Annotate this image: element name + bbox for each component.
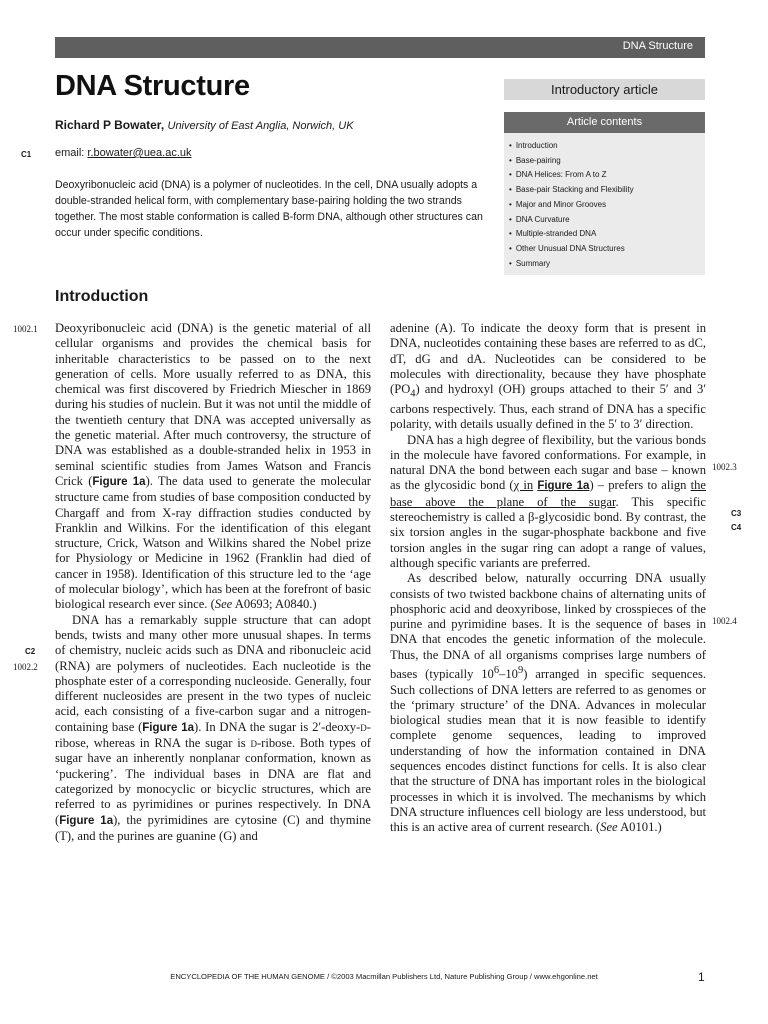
paragraph-2-continued: adenine (A). To indicate the deoxy form that is present in DNA, nucleotides containing these bases are referred to as dC, dT, dG and dA. Nucleotides can be considered to be molecules with directionality, because they have phosphate $(PO_4)$ and hydroxyl (OH) groups attached to their 5′ and 3′ carbons respectively. Thus, each strand of DNA has a specific polarity, with details usually defined in the 5′ to 3′ direction. [390, 321, 706, 432]
abstract: Deoxyribonucleic acid (DNA) is a polymer of nucleotides. In the cell, DNA usually adopts a double-stranded helical form, with complementary base-pairing holding the two strands together. The most stable conformation is called B-form DNA, although other structures can occur under specific conditions. [55, 179, 483, 239]
margin-number-p2: 1002.2 [13, 662, 38, 672]
margin-number-p1: 1002.1 [13, 324, 38, 334]
cross-reference[interactable]: A0101.) [617, 820, 662, 835]
email-link[interactable]: r.bowater@uea.ac.uk [87, 147, 192, 159]
body-column-left [55, 321, 371, 844]
body-column-right [390, 321, 706, 836]
paragraph-4: As described below, naturally occurring DNA usually consists of two twisted backbone chains of alternating units of phosphoric acid and deoxyribose, linked by crosspieces of the purine and pyrimidine bases. It is the sequence of bases in DNA that encodes the genetic information of the molecule. Thus, the DNA of all organisms comprises large numbers of bases (typically $10^6-10^9$) arranged in specific sequences. Such collections of DNA letters are referred to as genomes or the ‘primary structure’ of the DNA. Advances in molecular biological studies mean that it is now feasible to identify complete genome sequences, leading to improved understanding of how the information contained in DNA sequences encodes distinct functions for cells. It is also clear that the structure of DNA has important roles in the biological processes in which it is involved. The mechanisms by which DNA structure influences cell biology are less understood, but this is an active area of current research. (See A0101.) [390, 571, 706, 835]
margin-tag-c4: C4 [731, 523, 742, 532]
contents-item[interactable]: • Base-pairing [509, 154, 705, 169]
margin-number-p4: 1002.4 [712, 616, 737, 626]
contents-item[interactable]: • Major and Minor Grooves [509, 198, 705, 213]
contents-item[interactable]: • Base-pair Stacking and Flexibility [509, 183, 705, 198]
margin-number-p3: 1002.3 [712, 462, 737, 472]
annotated-text: the base above the plane of the sugar [390, 478, 706, 509]
article-type-badge: Introductory article [504, 79, 705, 100]
cross-reference[interactable]: A0693; A0840.) [232, 597, 317, 612]
email-label: email: [55, 147, 85, 159]
contents-item[interactable]: • Other Unusual DNA Structures [509, 242, 705, 257]
page-footer: ENCYCLOPEDIA OF THE HUMAN GENOME / ©2003 Macmillan Publishers Ltd, Nature Publishing Group / www.ehgonline.net [170, 972, 598, 981]
contents-item[interactable]: • Multiple-stranded DNA [509, 227, 705, 242]
paragraph-1: Deoxyribonucleic acid (DNA) is the genetic material of all cellular organisms and provides the chemical basis for inheritable characteristics to be passed on to the next generation of cells. More usually referred to as DNA, this chemical was first discovered by Friedrich Miescher in 1869 during his studies of nuclein. But it was not until the middle of the twentieth century that DNA was accepted universally as the genetic material. After much controversy, the structure of DNA was established as a double-stranded helix in 1953 in seminal scientific studies from James Watson and Francis Crick (Figure 1a). The data used to generate the molecular structure came from studies of base composition conducted by Chargaff and from X-ray diffraction studies conducted by Franklin and Wilkins. For the identification of this elegant structure, Crick, Watson and Wilkins shared the Nobel prize for Physiology or Medicine in 1962 (Franklin had died of cancer in 1958). Identification of this structure led to the ‘age of molecular biology’, which has been at the forefront of basic biological research ever since. (See A0693; A0840.) [55, 321, 371, 612]
email-line [55, 147, 192, 159]
running-header [55, 37, 705, 58]
article-contents-box [504, 112, 705, 275]
contents-item[interactable]: • Introduction [509, 139, 705, 154]
section-heading-introduction: Introduction [55, 288, 149, 305]
article-title: DNA Structure [55, 70, 250, 102]
contents-item[interactable]: • DNA Helices: From A to Z [509, 168, 705, 183]
margin-tag-c1: C1 [21, 150, 32, 159]
margin-tag-c3: C3 [731, 509, 742, 518]
author-affiliation: University of East Anglia, Norwich, UK [167, 120, 354, 132]
paragraph-3: DNA has a high degree of flexibility, but the various bonds in the molecule have favored conformations. For example, in natural DNA the bond between each sugar and base – known as the glycosidic bond (χ in Figure 1a) – prefers to align the base above the plane of the sugar. This specific stereochemistry is called a β-glycosidic bond. By contrast, the six torsion angles in the sugar-phosphate backbone and five torsion angles in the sugar ring can adopt a range of values, although specific variants are preferred. [390, 432, 706, 570]
contents-item[interactable]: • Summary [509, 257, 705, 272]
paragraph-2: DNA has a remarkably supple structure that can adopt bends, twists and many other more unusual shapes. In terms of chemistry, nucleic acids such as DNA and ribonucleic acid (RNA) are polymers of nucleotides. Each nucleotide is the phosphate ester of a corresponding nucleoside. Generally, four different nucleosides are present in the two types of nucleic acid, each consisting of a five-carbon sugar and a nitrogen-containing base (Figure 1a). In DNA the sugar is 2′-deoxy-d-ribose, whereas in RNA the sugar is d-ribose. Both types of sugar have an inherently nonplanar conformation, known as ‘puckering’. The individual bases in DNA are flat and categorized by monocyclic or bicyclic structures, which are referred to as pyrimidines or purines respectively. In DNA (Figure 1a), the pyrimidines are cytosine (C) and thymine (T), and the purines are guanine (G) and [55, 612, 371, 843]
contents-list [504, 133, 705, 271]
figure-link[interactable]: Figure 1a [92, 475, 146, 488]
running-title: DNA Structure [622, 40, 693, 52]
contents-title: Article contents [504, 112, 705, 133]
author-name: Richard P Bowater, [55, 118, 165, 132]
margin-tag-c2: C2 [25, 647, 36, 656]
contents-item[interactable]: • DNA Curvature [509, 213, 705, 228]
figure-link[interactable]: Figure 1a [537, 480, 590, 493]
figure-link[interactable]: Figure 1a [59, 814, 114, 827]
author-line [55, 118, 354, 132]
figure-link[interactable]: Figure 1a [142, 721, 195, 734]
page-number: 1 [698, 970, 705, 984]
